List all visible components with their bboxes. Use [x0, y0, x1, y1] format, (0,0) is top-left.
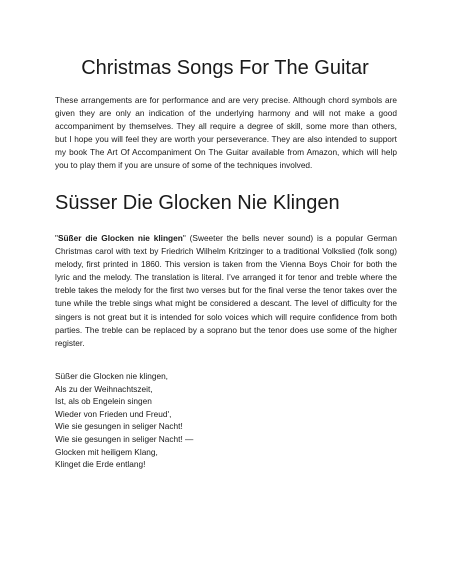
song-heading: Süsser Die Glocken Nie Klingen: [55, 192, 340, 214]
intro-paragraph: These arrangements are for performance and are very precise. Although chord symbols are given they are only an indication of the underlying harmony and will not make a good accompaniment by themselves. They all require a degree of skill, some more than others, but I hope you will feel they are worth your perseverance. They are also intended to support my book The Art Of Accompaniment On The Guitar available from Amazon, which will help you to play them if you are unsure of some of the techniques involved.: [55, 95, 397, 171]
song-description-text: " (Sweeter the bells never sound) is a popular German Christmas carol with text by Friedrich Wilhelm Kritzinger to a traditional Volkslied (folk song) melody, first printed in 1860. This version is taken from the Vienna Boys Choir for both the lyric and the melody. The translation is literal. I’ve arranged it for tenor and treble where the treble takes the melody for the first two verses but for the final verse the tenor takes over the tune while the treble sings what might be considered a descant. The level of difficulty for the singers is not great but it is intended for solo voices which will require confidence from both parties. The treble can be replaced by a soprano but the tenor does use some of the higher register.: [55, 233, 397, 348]
lyric-line: Klinget die Erde entlang!: [55, 459, 146, 470]
lyric-line: Glocken mit heiligem Klang,: [55, 446, 158, 457]
lyric-line: Süßer die Glocken nie klingen,: [55, 371, 168, 381]
document-title: Christmas Songs For The Guitar: [81, 57, 369, 79]
song-title-bold: Süßer die Glocken nie klingen: [57, 233, 183, 243]
lyric-line: Wie sie gesungen in seliger Nacht! —: [55, 433, 194, 444]
open-quote: ": [55, 233, 58, 243]
lyric-line: Wie sie gesungen in seliger Nacht!: [55, 421, 183, 432]
lyrics-block: [55, 370, 397, 471]
lyric-line: Ist, als ob Engelein singen: [55, 396, 152, 407]
lyric-line: Wieder von Frieden und Freud',: [55, 408, 172, 419]
song-description: [55, 232, 397, 350]
lyric-line: Als zu der Weihnachtszeit,: [55, 383, 153, 394]
